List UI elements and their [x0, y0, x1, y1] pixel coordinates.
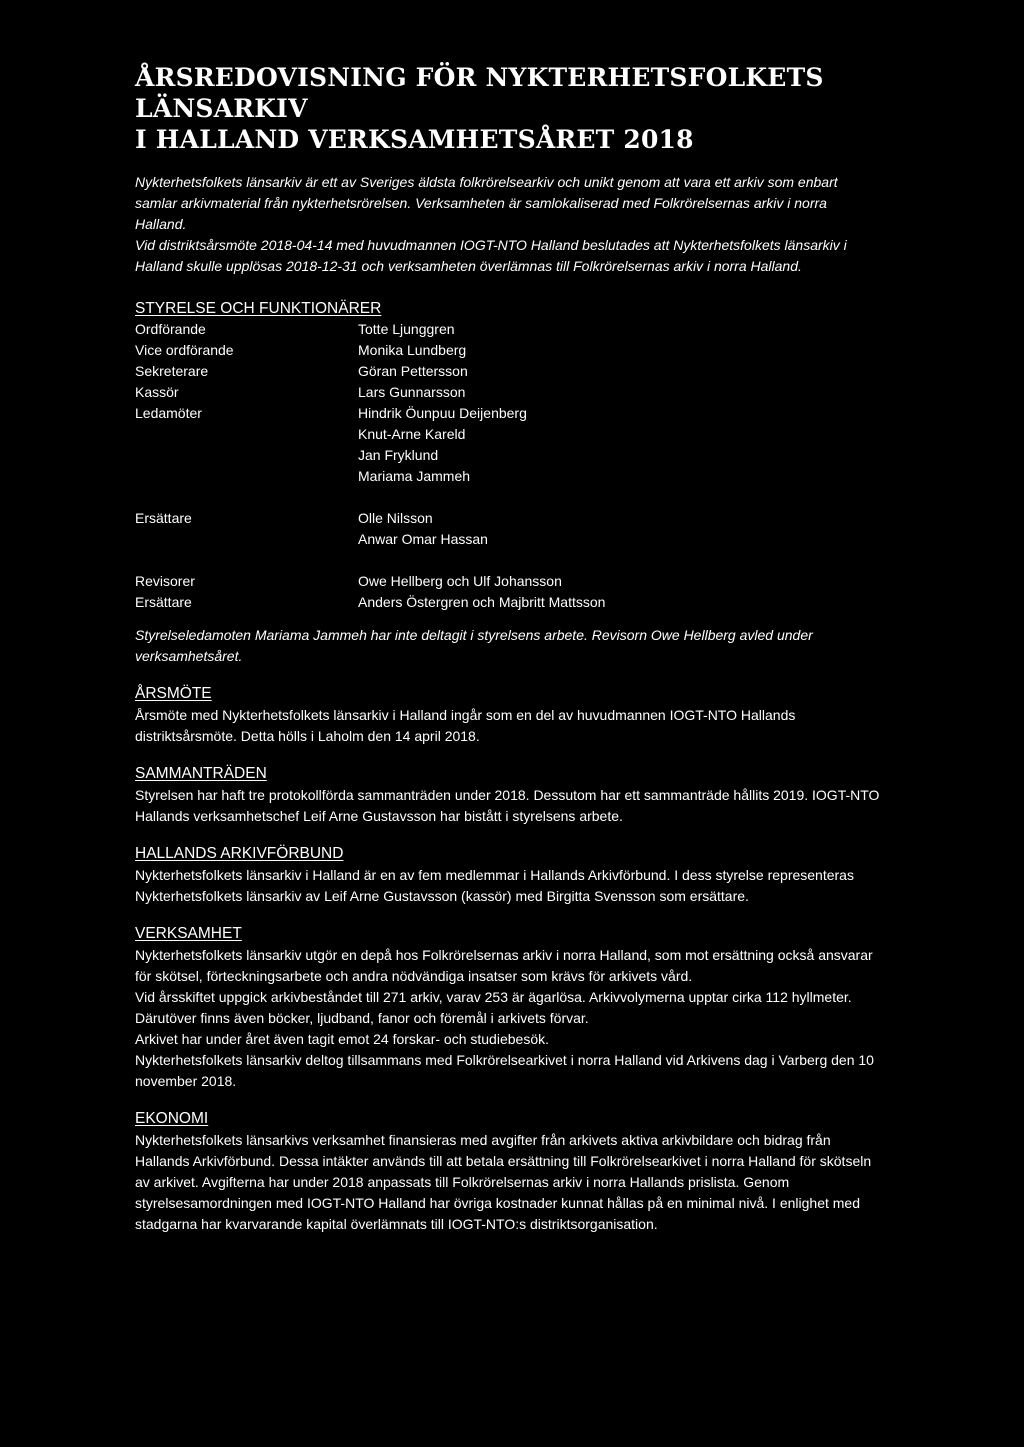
board-role: Ersättare [135, 594, 192, 610]
board-note: Styrelseledamoten Mariama Jammeh har inte deltagit i styrelsens arbete. Revisorn Owe Hellberg avled under verksamhetsåret. [135, 627, 813, 664]
board-row [135, 361, 880, 382]
board-role [135, 529, 358, 550]
board-member: Jan Fryklund [358, 447, 439, 463]
spacer [135, 550, 880, 571]
board-row [135, 466, 880, 487]
verksamhet-section [135, 924, 880, 1092]
board-row [135, 571, 880, 592]
board-row [135, 445, 880, 466]
document-page [135, 62, 880, 1235]
arkivforbund-heading: HALLANDS ARKIVFÖRBUND [135, 845, 344, 862]
board-member: Knut-Arne Kareld [358, 426, 466, 442]
board-row [135, 592, 880, 613]
board-heading: STYRELSE OCH FUNKTIONÄRER [135, 300, 382, 317]
arsmote-heading: ÅRSMÖTE [135, 685, 212, 702]
intro-paragraph-1: Nykterhetsfolkets länsarkiv är ett av Sveriges äldsta folkrörelsearkiv och unikt genom att vara ett arkiv som enbart samlar arkivmaterial från nykterhetsrörelsen. Verksamheten är samlokaliserad med Folkrörelsernas arkiv i norra Halland. [135, 174, 838, 232]
sammantraden-section [135, 764, 880, 827]
intro-text [135, 172, 880, 277]
board-member: Owe Hellberg och Ulf Johansson [358, 573, 562, 589]
board-row [135, 340, 880, 361]
arkivforbund-text: Nykterhetsfolkets länsarkiv i Halland är en av fem medlemmar i Hallands Arkivförbund. I dess styrelse representeras Nykterhetsfolkets länsarkiv av Leif Arne Gustavsson (kassör) med Birgitta Svensson som ersättare. [135, 867, 854, 904]
ekonomi-text: Nykterhetsfolkets länsarkivs verksamhet finansieras med avgifter från arkivets aktiva arkivbildare och bidrag från Hallands Arkivförbund. Dessa intäkter används till att betala ersättning till Folkrörelsearkivet i norra Halland för skötseln av arkivet. Avgifterna har under 2018 anpassats till Folkrörelsernas arkiv i norra Hallands prislista. Genom styrelsesamordningen med IOGT-NTO Halland har övriga kostnader kunnat hållas på en minimal nivå. I enlighet med stadgarna har kvarvarande kapital överlämnats till IOGT-NTO:s distriktsorganisation. [135, 1132, 872, 1232]
board-role [135, 424, 358, 445]
board-row [135, 319, 880, 340]
board-role: Ledamöter [135, 405, 202, 421]
verksamhet-paragraph-3: Arkivet har under året även tagit emot 24 forskar- och studiebesök. [135, 1031, 549, 1047]
board-member: Anders Östergren och Majbritt Mattsson [358, 594, 606, 610]
board-member: Mariama Jammeh [358, 468, 471, 484]
board-member: Göran Pettersson [358, 363, 468, 379]
document-title [135, 62, 880, 155]
spacer [135, 487, 880, 508]
board-role [135, 445, 358, 466]
board-role: Kassör [135, 384, 179, 400]
arsmote-section [135, 684, 880, 747]
title-line-1: ÅRSREDOVISNING FÖR NYKTERHETSFOLKETS LÄNSARKIV [135, 63, 824, 123]
board-role: Vice ordförande [135, 342, 234, 358]
board-member: Monika Lundberg [358, 342, 467, 358]
ekonomi-heading: EKONOMI [135, 1110, 209, 1127]
board-member: Anwar Omar Hassan [358, 531, 488, 547]
board-list [135, 319, 880, 613]
board-role: Sekreterare [135, 363, 209, 379]
board-row [135, 529, 880, 550]
board-row [135, 403, 880, 424]
sammantraden-heading: SAMMANTRÄDEN [135, 765, 267, 782]
arsmote-text: Årsmöte med Nykterhetsfolkets länsarkiv i Halland ingår som en del av huvudmannen IOGT-NTO Hallands distriktsårsmöte. Detta hölls i Laholm den 14 april 2018. [135, 707, 796, 744]
board-member: Totte Ljunggren [358, 321, 455, 337]
verksamhet-paragraph-2: Vid årsskiftet uppgick arkivbeståndet till 271 arkiv, varav 253 är ägarlösa. Arkivvolymerna upptar cirka 112 hyllmeter. Därutöver finns även böcker, ljudband, fanor och föremål i arkivets förvar. [135, 989, 852, 1026]
verksamhet-heading: VERKSAMHET [135, 925, 242, 942]
board-role [135, 466, 358, 487]
sammantraden-text: Styrelsen har haft tre protokollförda sammanträden under 2018. Dessutom har ett sammanträde hållits 2019. IOGT-NTO Hallands verksamhetschef Leif Arne Gustavsson har bistått i styrelsens arbete. [135, 787, 880, 824]
arkivforbund-section [135, 844, 880, 907]
ekonomi-section [135, 1109, 880, 1235]
title-line-2: I HALLAND VERKSAMHETSÅRET 2018 [135, 125, 694, 154]
board-row [135, 508, 880, 529]
board-member: Hindrik Öunpuu Deijenberg [358, 405, 527, 421]
board-role: Revisorer [135, 573, 195, 589]
board-row [135, 424, 880, 445]
verksamhet-paragraph-1: Nykterhetsfolkets länsarkiv utgör en depå hos Folkrörelsernas arkiv i norra Halland, som mot ersättning också ansvarar för skötsel, förteckningsarbete och andra nödvändiga insatser som krävs för arkivets vård. [135, 947, 873, 984]
verksamhet-paragraph-4: Nykterhetsfolkets länsarkiv deltog tillsammans med Folkrörelsearkivet i norra Halland vid Arkivens dag i Varberg den 10 november 2018. [135, 1052, 874, 1089]
board-role: Ordförande [135, 321, 206, 337]
board-role: Ersättare [135, 510, 192, 526]
board-member: Olle Nilsson [358, 510, 433, 526]
intro-paragraph-2: Vid distriktsårsmöte 2018-04-14 med huvudmannen IOGT-NTO Halland beslutades att Nykterhetsfolkets länsarkiv i Halland skulle upplösas 2018-12-31 och verksamheten överlämnas till Folkrörelsernas arkiv i norra Halland. [135, 237, 847, 274]
board-row [135, 382, 880, 403]
board-section [135, 299, 880, 667]
board-member: Lars Gunnarsson [358, 384, 466, 400]
